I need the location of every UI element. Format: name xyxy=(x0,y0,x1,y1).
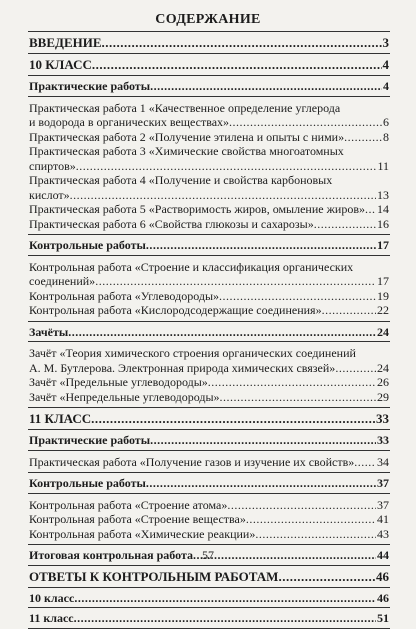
toc-entry-practical-10[interactable]: Практические работы ..... 4 xyxy=(29,79,389,94)
dot-leader xyxy=(322,303,376,318)
toc-entry-intro[interactable]: ВВЕДЕНИЕ ..... 3 xyxy=(29,35,389,51)
page-ref: 11 xyxy=(377,158,389,173)
toc-entry[interactable]: Практическая работа «Получение газов и изучение их свойств» ..... 34 xyxy=(29,455,389,470)
page-ref: 6 xyxy=(383,115,389,129)
toc-entry-tests-11[interactable]: Контрольные работы ..... 37 xyxy=(29,476,389,491)
dot-leader xyxy=(255,527,376,542)
toc-entry[interactable]: Практическая работа 5 «Растворимость жиров, омыление жиров» ..... 14 xyxy=(29,202,389,217)
dot-leader xyxy=(92,57,382,73)
page-ref: 4 xyxy=(383,79,389,93)
toc-entry-grade-11[interactable]: 11 КЛАСС ..... 33 xyxy=(29,411,389,427)
dot-leader xyxy=(74,591,376,606)
toc-entry[interactable]: Контрольная работа «Строение и классификация органических соединений» ..... 17 xyxy=(29,260,389,289)
page-ref: 33 xyxy=(376,411,389,426)
toc-entry-final-test[interactable]: Итоговая контрольная работа ..... 44 xyxy=(29,548,389,563)
toc-entry[interactable]: Зачёт «Теория химического строения органических соединений А. М. Бутлерова. Электронная природа химических связей» ..... 24 xyxy=(29,346,389,375)
section-credits-items xyxy=(28,342,390,408)
page-ref: 22 xyxy=(377,303,389,317)
dot-leader xyxy=(314,217,376,232)
page-ref: 51 xyxy=(377,611,389,625)
dot-leader xyxy=(150,79,382,94)
section-answers xyxy=(28,566,390,588)
toc-entry-grade-10[interactable]: 10 КЛАСС ..... 4 xyxy=(29,57,389,73)
dot-leader xyxy=(150,433,376,448)
page-ref: 26 xyxy=(377,375,389,389)
page-ref: 29 xyxy=(377,389,389,404)
dot-leader xyxy=(68,325,376,340)
section-answers-11 xyxy=(28,608,390,629)
dot-leader xyxy=(335,361,376,376)
dot-leader xyxy=(278,569,375,585)
toc-entry-answers[interactable]: ОТВЕТЫ К КОНТРОЛЬНЫМ РАБОТАМ ..... 46 xyxy=(29,569,389,585)
toc-entry-answers-11[interactable]: 11 класс ..... 51 xyxy=(29,611,389,626)
section-tests-10-items xyxy=(28,256,390,322)
toc-entry[interactable]: Практическая работа 6 «Свойства глюкозы и сахарозы» ..... 16 xyxy=(29,217,389,232)
dot-leader xyxy=(102,35,382,51)
page-ref: 37 xyxy=(377,497,389,512)
toc-entry[interactable]: Зачёт «Предельные углеводороды» ..... 26 xyxy=(29,375,389,390)
section-intro xyxy=(28,32,390,54)
page-title: СОДЕРЖАНИЕ xyxy=(155,12,261,27)
dot-leader xyxy=(219,289,376,304)
page-number: 57 xyxy=(202,548,214,562)
section-practical-11-items xyxy=(28,451,390,474)
section-answers-10 xyxy=(28,588,390,609)
page-ref: 3 xyxy=(382,35,389,50)
section-credits xyxy=(28,322,390,343)
page-ref: 34 xyxy=(377,454,389,469)
page-ref: 44 xyxy=(377,548,389,562)
dot-leader xyxy=(227,498,376,513)
dot-leader xyxy=(208,375,376,390)
dot-leader xyxy=(146,238,376,253)
dot-leader xyxy=(344,130,382,145)
toc-entry[interactable]: Практическая работа 2 «Получение этилена и опыты с ними» ..... 8 xyxy=(29,130,389,145)
toc-entry[interactable]: Контрольная работа «Строение вещества» ..... 41 xyxy=(29,512,389,527)
page-ref: 43 xyxy=(377,526,389,541)
page-ref: 41 xyxy=(377,512,389,526)
dot-leader xyxy=(146,476,376,491)
section-practical-10 xyxy=(28,76,390,97)
toc-entry[interactable]: Контрольная работа «Строение атома» ..... 37 xyxy=(29,498,389,513)
table-of-contents xyxy=(28,31,390,629)
page-ref: 24 xyxy=(377,360,389,375)
page-ref: 46 xyxy=(377,590,389,605)
dot-leader xyxy=(74,611,376,626)
dot-leader xyxy=(354,455,376,470)
dot-leader xyxy=(220,390,376,405)
toc-entry[interactable]: Практическая работа 3 «Химические свойства многоатомных спиртов» ..... 11 xyxy=(29,144,389,173)
dot-leader xyxy=(229,115,382,130)
page-ref: 8 xyxy=(383,129,389,144)
page-ref: 37 xyxy=(377,476,389,490)
toc-entry[interactable]: Практическая работа 4 «Получение и свойства карбоновых кислот» ..... 13 xyxy=(29,173,389,202)
section-grade-11 xyxy=(28,408,390,430)
section-practical-10-items xyxy=(28,97,390,236)
section-practical-11 xyxy=(28,430,390,451)
section-tests-11 xyxy=(28,473,390,494)
page-ref: 16 xyxy=(377,216,389,231)
toc-entry-practical-11[interactable]: Практические работы ..... 33 xyxy=(29,433,389,448)
toc-entry-answers-10[interactable]: 10 класс ..... 46 xyxy=(29,591,389,606)
page-ref: 4 xyxy=(382,57,389,72)
page-ref: 33 xyxy=(377,433,389,447)
section-grade-10 xyxy=(28,54,390,76)
dot-leader xyxy=(95,274,376,289)
page-ref: 17 xyxy=(377,274,389,288)
toc-entry[interactable]: Зачёт «Непредельные углеводороды» ..... 29 xyxy=(29,390,389,405)
toc-entry-credits[interactable]: Зачёты ..... 24 xyxy=(29,325,389,340)
page-ref: 17 xyxy=(377,238,389,252)
page-ref: 13 xyxy=(377,187,389,202)
dot-leader xyxy=(246,512,376,527)
section-tests-10 xyxy=(28,235,390,256)
toc-entry-tests-10[interactable]: Контрольные работы ..... 17 xyxy=(29,238,389,253)
page-ref: 19 xyxy=(377,288,389,303)
toc-entry[interactable]: Контрольная работа «Химические реакции» ..... 43 xyxy=(29,527,389,542)
section-tests-11-items xyxy=(28,494,390,546)
page-ref: 24 xyxy=(377,324,389,339)
dot-leader xyxy=(91,411,375,427)
toc-entry[interactable]: Контрольная работа «Кислородсодержащие соединения» ..... 22 xyxy=(29,303,389,318)
toc-entry[interactable]: Контрольная работа «Углеводороды» ..... 19 xyxy=(29,289,389,304)
toc-entry[interactable]: Практическая работа 1 «Качественное определение углерода и водорода в органических веществах» ..... 6 xyxy=(29,101,389,130)
page-ref: 14 xyxy=(377,202,389,216)
dot-leader xyxy=(365,202,376,217)
dot-leader xyxy=(76,159,377,174)
page-ref: 46 xyxy=(376,568,389,584)
dot-leader xyxy=(70,188,376,203)
